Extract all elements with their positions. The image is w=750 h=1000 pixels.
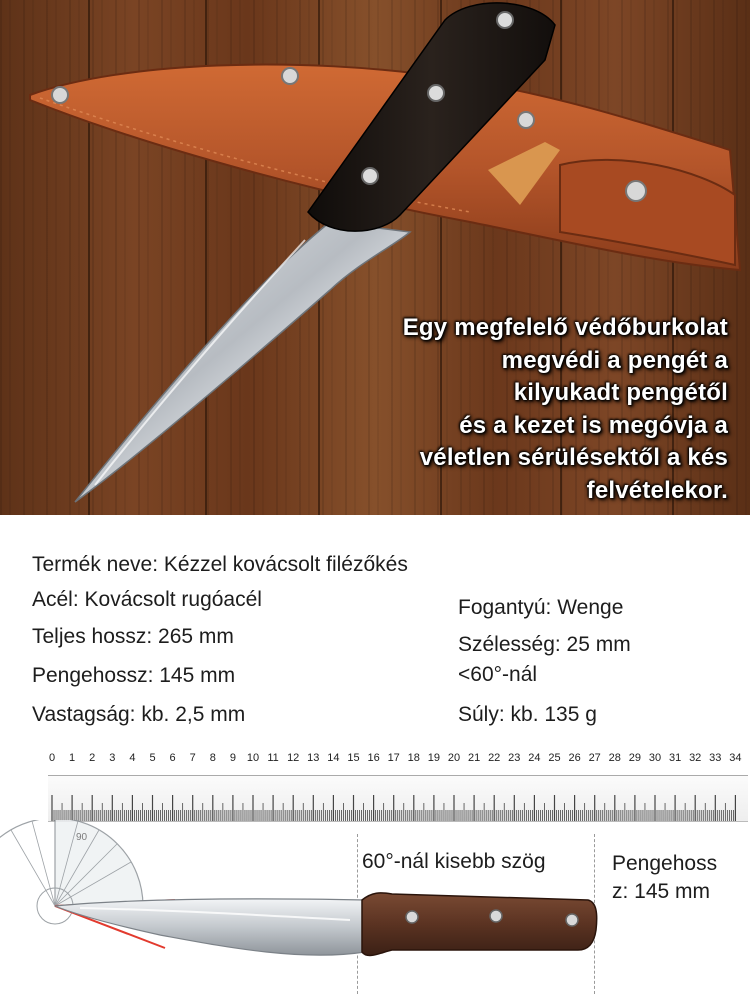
caption-line: felvételekor. — [586, 476, 728, 504]
ruler-number: 1 — [69, 752, 76, 764]
ruler-number: 19 — [427, 752, 441, 764]
ruler-number: 23 — [508, 752, 521, 764]
ruler-number: 24 — [528, 752, 541, 764]
ruler-number: 22 — [488, 752, 501, 764]
ruler-number: 21 — [467, 752, 481, 764]
caption-line: Egy megfelelő védőburkolat — [402, 314, 728, 341]
ruler-number: 2 — [89, 752, 96, 764]
spec-steel: Acél: Kovácsolt rugóacél — [32, 588, 262, 611]
ruler-number: 29 — [628, 752, 642, 764]
ruler-number: 20 — [447, 752, 461, 764]
ruler-number: 9 — [229, 752, 236, 764]
protractor-mark: 90 — [76, 832, 88, 843]
ruler — [48, 752, 748, 822]
ruler-number: 17 — [387, 752, 400, 764]
spec-thickness: Vastagság: kb. 2,5 mm — [32, 703, 246, 726]
ruler-number: 27 — [588, 752, 601, 764]
blade-length-label — [612, 850, 717, 906]
ruler-number: 18 — [407, 752, 420, 764]
ruler-number: 0 — [48, 752, 56, 764]
ruler-number: 7 — [189, 752, 196, 764]
ruler-number: 34 — [729, 752, 742, 764]
spec-blade-length: Pengehossz: 145 mm — [32, 664, 236, 687]
ruler-number: 12 — [287, 752, 300, 764]
ruler-number: 31 — [668, 752, 682, 764]
ruler-number: 14 — [327, 752, 340, 764]
caption-line: és a kezet is megóvja a — [459, 411, 728, 439]
ruler-numbers — [48, 752, 748, 772]
spec-weight: Súly: kb. 135 g — [458, 703, 597, 726]
hero-caption — [258, 312, 728, 507]
blade-length-label-line1: Pengehoss — [612, 852, 718, 875]
ruler-number: 13 — [307, 752, 320, 764]
spec-total-length: Teljes hossz: 265 mm — [32, 625, 234, 648]
angle-illustration — [0, 820, 750, 1000]
ruler-number: 10 — [246, 752, 260, 764]
ruler-number: 25 — [548, 752, 561, 764]
ruler-number: 8 — [209, 752, 216, 764]
bottom-knife-handle — [362, 893, 597, 956]
ruler-number: 4 — [129, 752, 136, 764]
ruler-number: 32 — [689, 752, 702, 764]
spec-product-name: Termék neve: Kézzel kovácsolt filézőkés — [32, 553, 408, 576]
bottom-knife-blade — [55, 899, 365, 955]
ruler-number: 16 — [367, 752, 380, 764]
angle-label: 60°-nál kisebb szög — [362, 850, 546, 873]
spec-angle: <60°-nál — [458, 663, 538, 686]
ruler-number: 30 — [648, 752, 662, 764]
ruler-number: 33 — [709, 752, 722, 764]
ruler-number: 5 — [149, 752, 156, 764]
caption-line: véletlen sérülésektől a kés — [419, 444, 728, 471]
ruler-number: 6 — [169, 752, 176, 764]
ruler-ticks — [48, 776, 748, 821]
ruler-scale — [48, 775, 748, 822]
ruler-number: 28 — [608, 752, 621, 764]
caption-line: kilyukadt pengétől — [513, 379, 728, 406]
spec-handle: Fogantyú: Wenge — [458, 596, 624, 619]
ruler-number: 15 — [347, 752, 360, 764]
ruler-number: 3 — [109, 752, 116, 764]
blade-length-label-line2: z: 145 mm — [612, 880, 711, 903]
spec-width: Szélesség: 25 mm — [458, 633, 631, 656]
caption-line: megvédi a pengét a — [501, 346, 728, 374]
ruler-number: 11 — [267, 752, 279, 764]
ruler-number: 26 — [568, 752, 581, 764]
